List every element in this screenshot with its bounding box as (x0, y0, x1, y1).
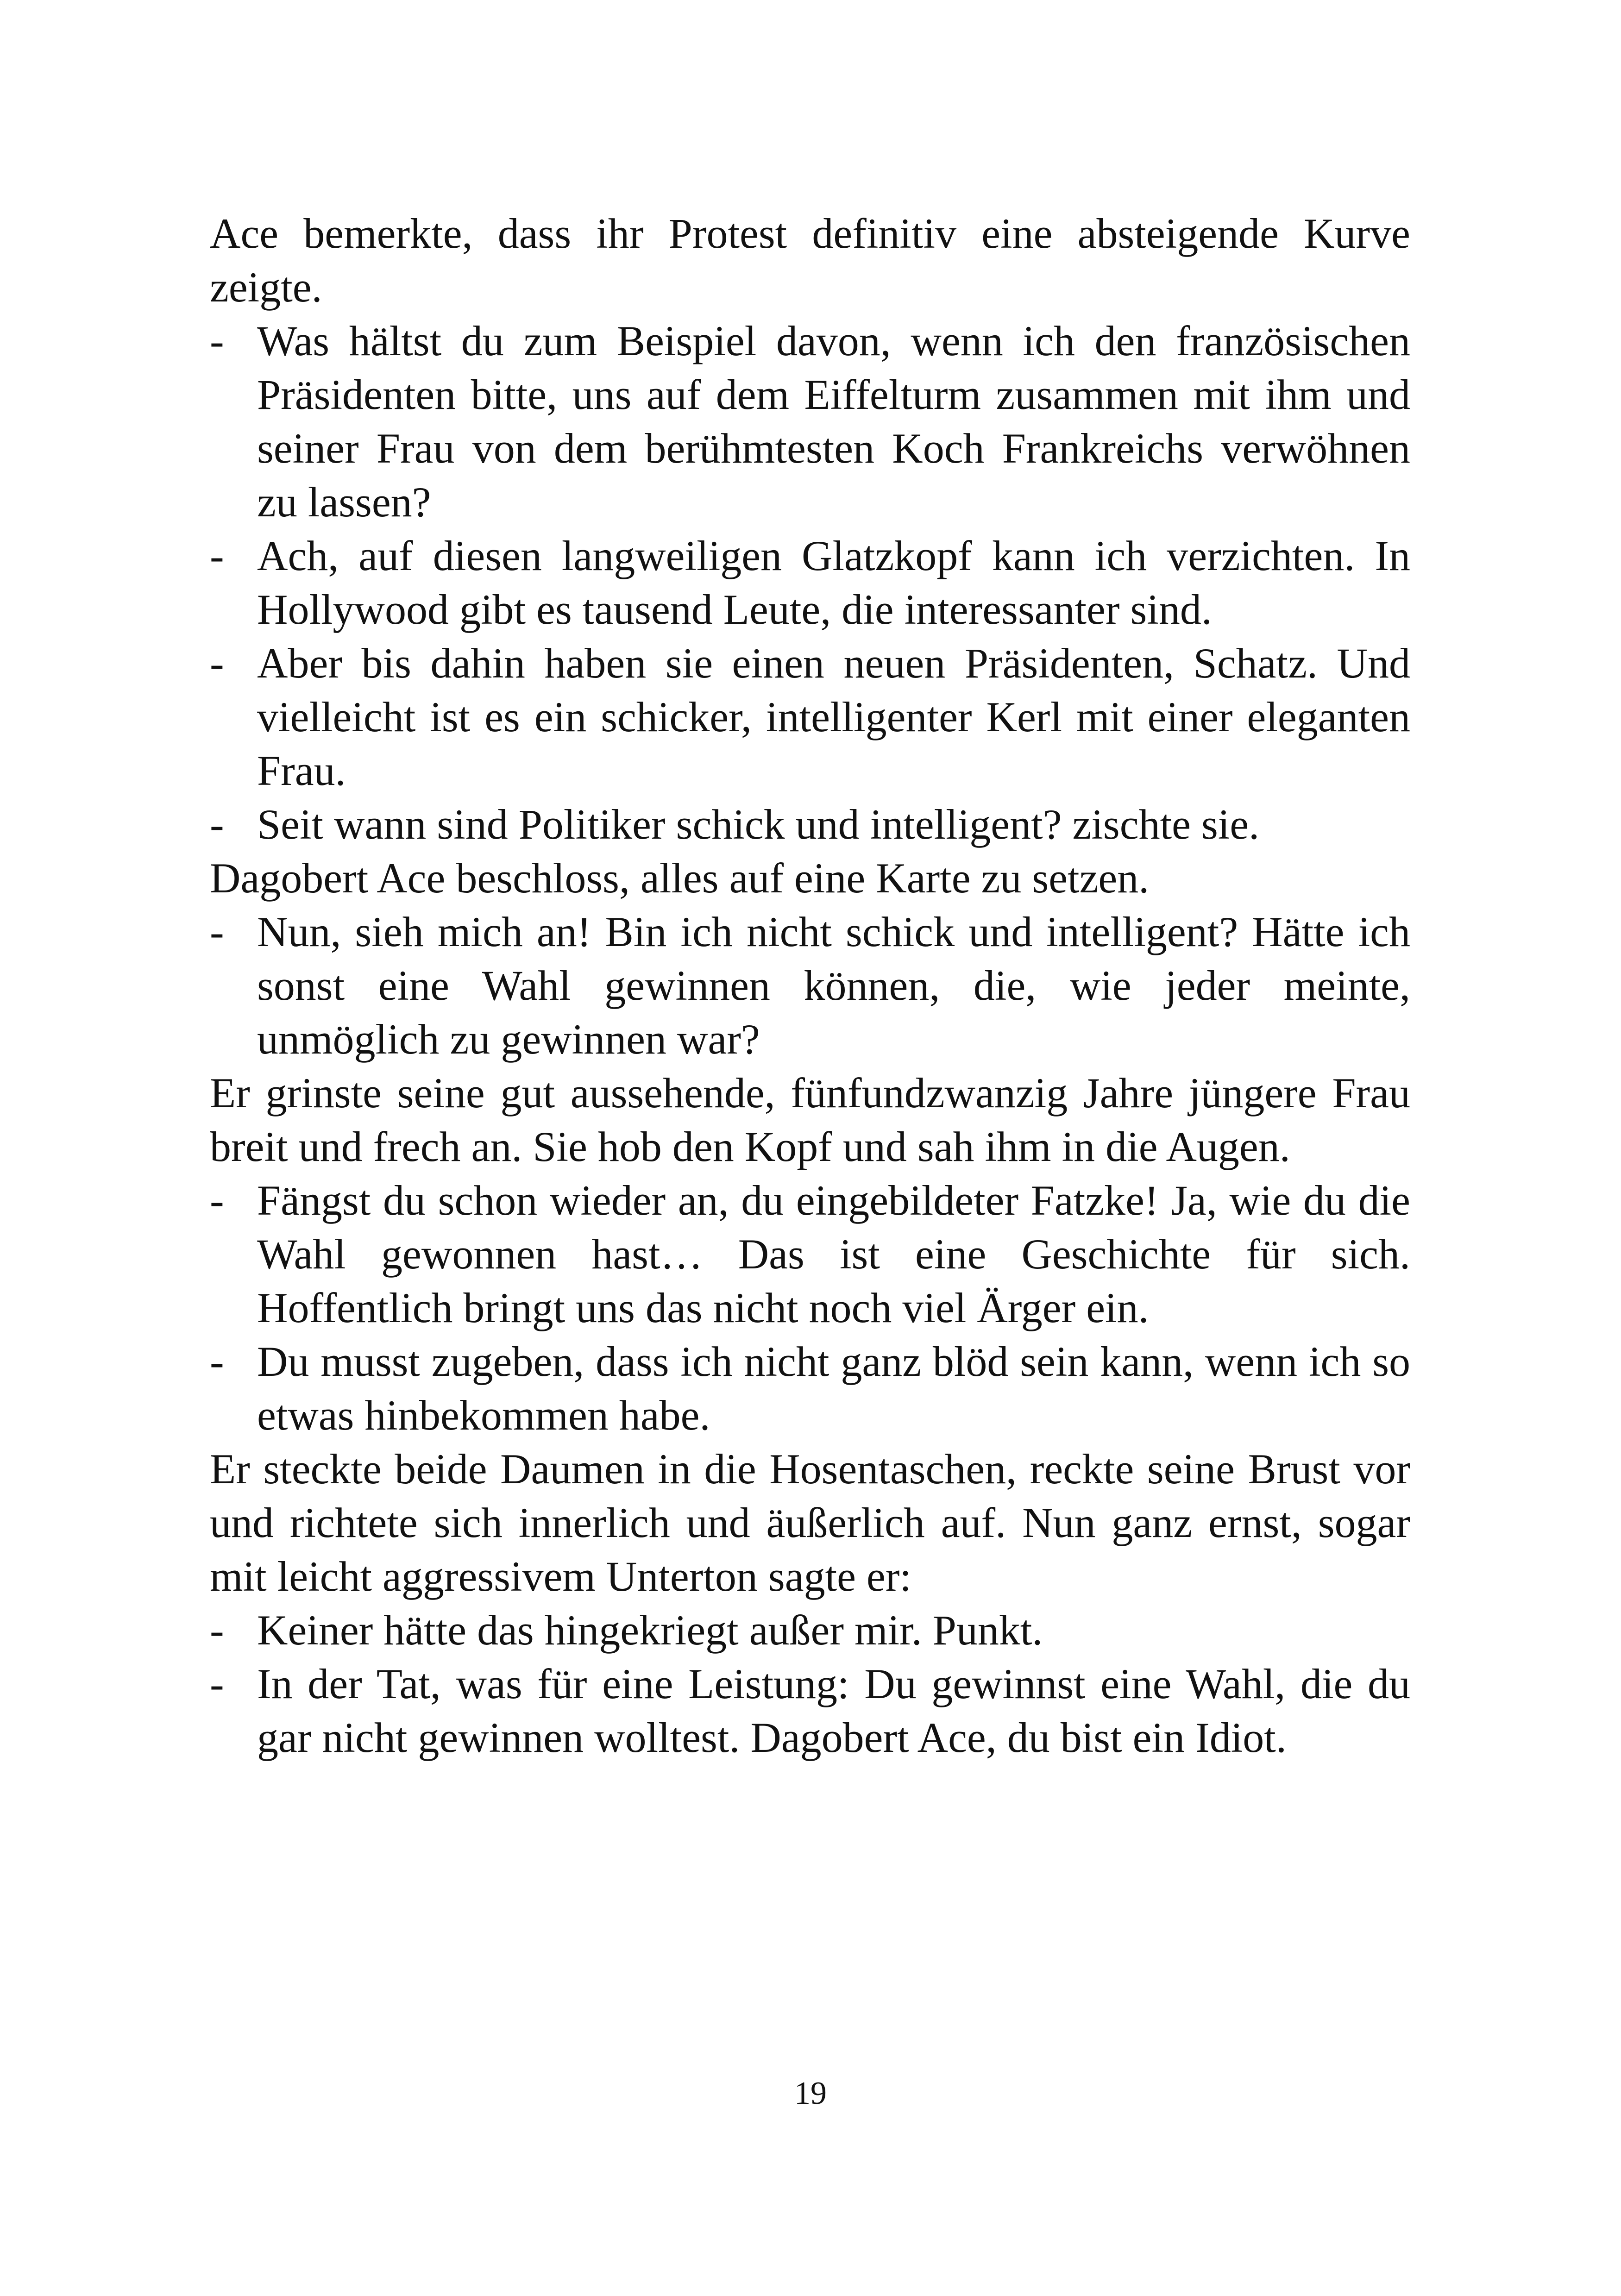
dialogue-dash: - (210, 908, 224, 955)
dialogue-line (210, 314, 1410, 529)
dialogue-dash: - (210, 317, 224, 364)
dialogue-text: Nun, sieh mich an! Bin ich nicht schick und intelligent? Hätte ich sonst eine Wahl gewinnen können, die, wie jeder meinte, unmöglich zu gewinnen war? (257, 908, 1410, 1063)
dialogue-dash: - (210, 640, 224, 687)
dialogue-text: Ach, auf diesen langweiligen Glatzkopf kann ich verzichten. In Hollywood gibt es tausend Leute, die interessanter sind. (257, 532, 1410, 633)
dialogue-line (210, 1173, 1410, 1335)
dialogue-line (210, 636, 1410, 797)
dialogue-dash: - (210, 1660, 224, 1707)
narration-paragraph: Er steckte beide Daumen in die Hosentaschen, reckte seine Brust vor und richtete sich innerlich und äußerlich auf. Nun ganz ernst, sogar mit leicht aggressivem Unterton sagte er: (210, 1445, 1410, 1600)
dialogue-line (210, 797, 1410, 851)
dialogue-text: Seit wann sind Politiker schick und intelligent? zischte sie. (257, 801, 1260, 848)
dialogue-dash: - (210, 1606, 224, 1654)
dialogue-text: Fängst du schon wieder an, du eingebildeter Fatzke! Ja, wie du die Wahl gewonnen hast… Das ist eine Geschichte für sich. Hoffentlich bringt uns das nicht noch viel Ärger ein. (257, 1177, 1410, 1331)
narration-paragraph: Dagobert Ace beschloss, alles auf eine Karte zu setzen. (210, 854, 1150, 902)
page-number: 19 (794, 2076, 827, 2111)
dialogue-text: Keiner hätte das hingekriegt außer mir. Punkt. (257, 1606, 1043, 1654)
dialogue-line (210, 1657, 1410, 1764)
dialogue-text: In der Tat, was für eine Leistung: Du gewinnst eine Wahl, die du gar nicht gewinnen wolltest. Dagobert Ace, du bist ein Idiot. (257, 1660, 1410, 1761)
dialogue-dash: - (210, 532, 224, 579)
dialogue-dash: - (210, 1338, 224, 1385)
dialogue-text: Aber bis dahin haben sie einen neuen Präsidenten, Schatz. Und vielleicht ist es ein schicker, intelligenter Kerl mit einer eleganten Frau. (257, 640, 1410, 794)
dialogue-line (210, 905, 1410, 1066)
narration-paragraph: Er grinste seine gut aussehende, fünfundzwanzig Jahre jüngere Frau breit und frech an. Sie hob den Kopf und sah ihm in die Augen. (210, 1069, 1410, 1170)
body-text (210, 207, 1410, 1764)
dialogue-line (210, 529, 1410, 636)
dialogue-dash: - (210, 801, 224, 848)
dialogue-text: Was hältst du zum Beispiel davon, wenn ich den französischen Präsidenten bitte, uns auf dem Eiffelturm zusammen mit ihm und seiner Frau von dem berühmtesten Koch Frankreichs verwöhnen zu lassen? (257, 317, 1410, 526)
dialogue-line (210, 1335, 1410, 1442)
dialogue-line (210, 1603, 1410, 1657)
narration-paragraph: Ace bemerkte, dass ihr Protest definitiv eine absteigende Kurve zeigte. (210, 210, 1410, 311)
dialogue-dash: - (210, 1177, 224, 1224)
dialogue-text: Du musst zugeben, dass ich nicht ganz blöd sein kann, wenn ich so etwas hinbekommen habe. (257, 1338, 1410, 1439)
